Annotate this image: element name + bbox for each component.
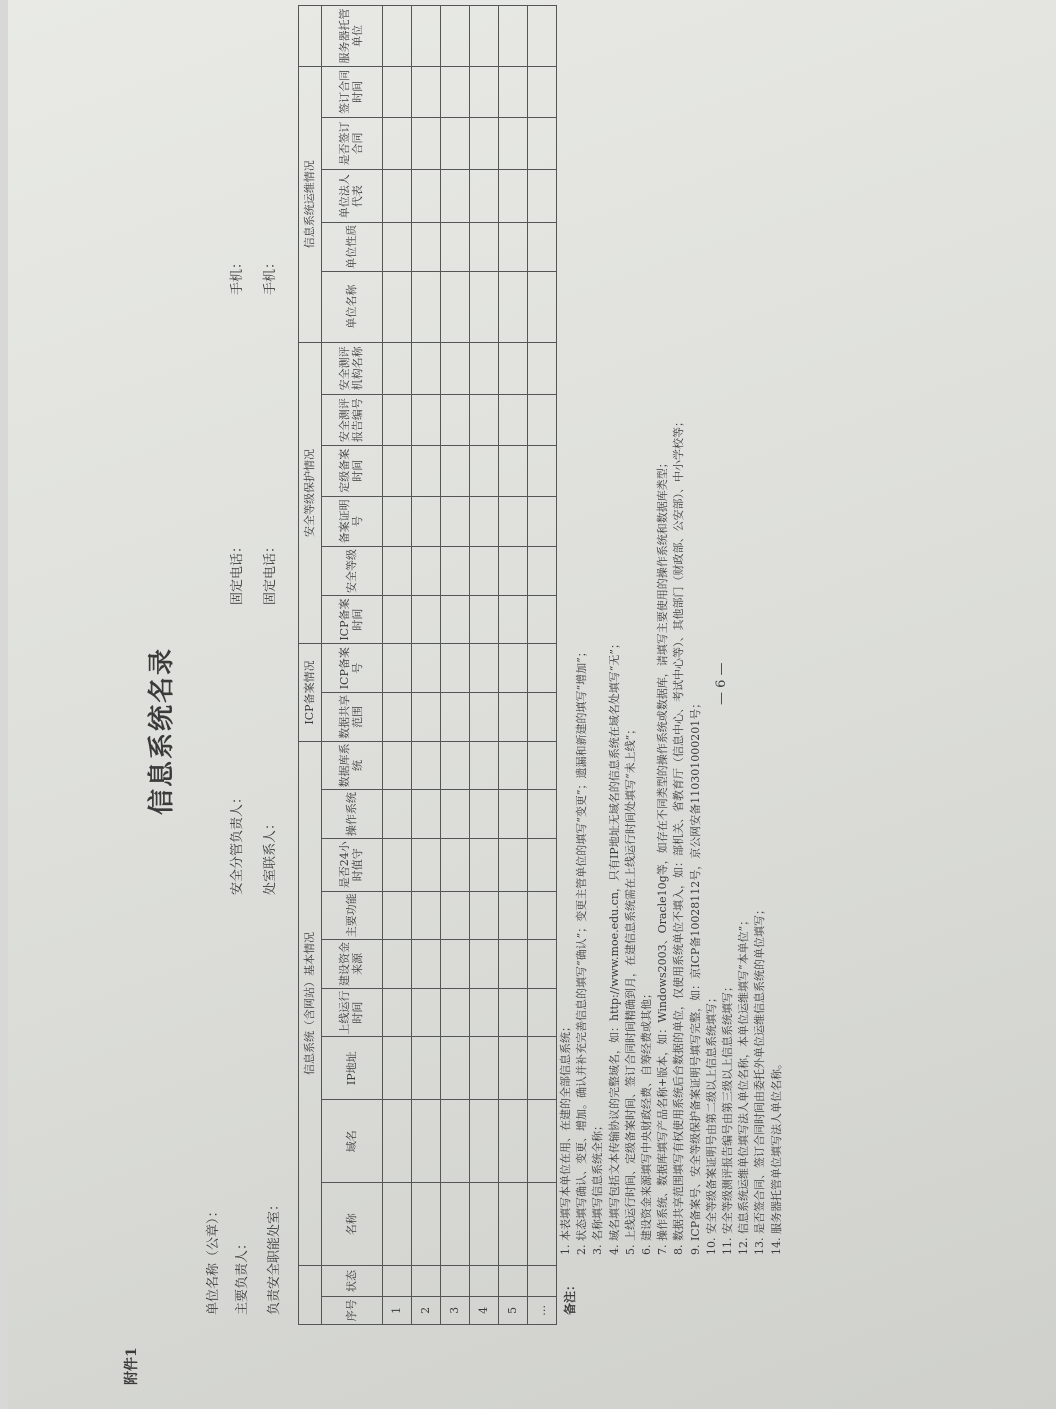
table-cell[interactable]: [412, 117, 441, 170]
table-cell[interactable]: [528, 170, 557, 223]
table-cell[interactable]: [528, 496, 557, 547]
table-cell[interactable]: [528, 988, 557, 1037]
table-cell[interactable]: [412, 644, 441, 693]
table-cell[interactable]: [499, 395, 528, 446]
row-number: 4: [470, 1296, 499, 1324]
group-icp: ICP备案情况: [299, 644, 322, 741]
table-cell[interactable]: [528, 940, 557, 989]
table-cell[interactable]: [470, 595, 499, 644]
table-cell[interactable]: [383, 595, 412, 644]
table-cell[interactable]: [499, 790, 528, 839]
table-row: [383, 6, 412, 1325]
table-cell[interactable]: [470, 693, 499, 742]
table-cell[interactable]: [412, 445, 441, 496]
table-cell[interactable]: [441, 595, 470, 644]
table-cell[interactable]: [499, 1183, 528, 1266]
table-cell[interactable]: [441, 891, 470, 940]
main-head-field: 主要负责人：: [235, 1236, 250, 1315]
table-cell[interactable]: [528, 547, 557, 596]
table-cell[interactable]: [412, 66, 441, 117]
table-cell[interactable]: [528, 644, 557, 693]
table-cell[interactable]: [499, 6, 528, 67]
column-header: ICP备案号: [322, 644, 383, 693]
table-cell[interactable]: [412, 271, 441, 342]
group-header-row: [299, 6, 322, 1325]
table-cell[interactable]: [441, 741, 470, 790]
table-cell[interactable]: [528, 838, 557, 891]
table-cell[interactable]: [441, 1037, 470, 1100]
table-cell[interactable]: [412, 988, 441, 1037]
note-item: 11. 安全等级测评报告编号由第三级以上信息系统填写；: [721, 981, 735, 1255]
column-header: 名称: [322, 1183, 383, 1266]
table-cell[interactable]: [499, 693, 528, 742]
table-cell[interactable]: [383, 940, 412, 989]
table-cell[interactable]: [383, 838, 412, 891]
table-cell[interactable]: [528, 595, 557, 644]
table-cell[interactable]: [470, 891, 499, 940]
table-cell[interactable]: [499, 1037, 528, 1100]
notes-label: 备注：: [563, 1278, 577, 1315]
table-cell[interactable]: [412, 496, 441, 547]
header-empty: [299, 6, 322, 67]
table-cell[interactable]: [441, 838, 470, 891]
column-header: 单位名称: [322, 271, 383, 342]
column-header: 建设资金来源: [322, 940, 383, 989]
note-item: 13. 是否签合同、签订合同时间由委托外单位运维信息系统的单位填写；: [753, 904, 767, 1255]
table-cell[interactable]: [499, 1266, 528, 1296]
table-cell[interactable]: [412, 395, 441, 446]
table-cell[interactable]: [412, 1037, 441, 1100]
table-cell[interactable]: [383, 891, 412, 940]
table-cell[interactable]: [383, 1100, 412, 1183]
column-header: 单位性质: [322, 223, 383, 272]
table-cell[interactable]: [470, 1037, 499, 1100]
note-item: 8. 数据共享范围填写有权使用系统后台数据的单位，仅使用系统单位不填入，如：部机关、省教育厅（信息中心、考试中心等）、其他部门（财政部、公安部）、中小学校等；: [672, 416, 686, 1255]
table-cell[interactable]: [528, 1037, 557, 1100]
header-empty: [299, 1266, 322, 1325]
column-header: IP地址: [322, 1037, 383, 1100]
paper-sheet: [8, 0, 1056, 1409]
fixed-phone-field: 固定电话：: [230, 539, 245, 605]
table-cell[interactable]: [441, 496, 470, 547]
table-cell[interactable]: [470, 223, 499, 272]
table-cell[interactable]: [441, 66, 470, 117]
table-cell[interactable]: [470, 644, 499, 693]
table-cell[interactable]: [383, 223, 412, 272]
table-cell[interactable]: [412, 1100, 441, 1183]
row-number: 3: [441, 1296, 470, 1324]
group-ops: 信息系统运维情况: [299, 66, 322, 342]
table-cell[interactable]: [470, 271, 499, 342]
table-cell[interactable]: [383, 1183, 412, 1266]
table-cell[interactable]: [528, 741, 557, 790]
table-cell[interactable]: [441, 988, 470, 1037]
table-cell[interactable]: [441, 342, 470, 395]
table-cell[interactable]: [528, 342, 557, 395]
group-basic: 信息系统（含网站）基本情况: [299, 741, 322, 1266]
column-header: 主要功能: [322, 891, 383, 940]
table-cell[interactable]: [528, 395, 557, 446]
table-cell[interactable]: [412, 940, 441, 989]
table-cell[interactable]: [412, 891, 441, 940]
table-cell[interactable]: [441, 1266, 470, 1296]
table-cell[interactable]: [383, 342, 412, 395]
mobile-field: 手机：: [230, 255, 245, 295]
column-header-row: [322, 6, 383, 1325]
table-cell[interactable]: [528, 693, 557, 742]
fixed-phone-field-2: 固定电话：: [263, 539, 278, 605]
note-item: 1. 本表填写本单位在用、在建的全部信息系统；: [559, 1021, 572, 1255]
table-cell[interactable]: [470, 6, 499, 67]
note-item: 6. 建设资金来源填写中央财政经费、自筹经费或其他；: [640, 988, 654, 1255]
table-row: [441, 6, 470, 1325]
table-cell[interactable]: [528, 891, 557, 940]
table-cell[interactable]: [499, 891, 528, 940]
column-header: 安全测评机构名称: [322, 342, 383, 395]
table-cell[interactable]: [441, 445, 470, 496]
table-cell[interactable]: [441, 395, 470, 446]
table-cell[interactable]: [412, 595, 441, 644]
table-cell[interactable]: [470, 940, 499, 989]
table-cell[interactable]: [499, 223, 528, 272]
table-cell[interactable]: [412, 170, 441, 223]
table-cell[interactable]: [412, 342, 441, 395]
table-cell[interactable]: [441, 693, 470, 742]
table-cell[interactable]: [383, 170, 412, 223]
table-cell[interactable]: [383, 988, 412, 1037]
table-cell[interactable]: [441, 223, 470, 272]
notes-list: [558, 55, 785, 1255]
table-row: [528, 6, 557, 1325]
rotated-form: [26, 8, 1026, 1395]
table-cell[interactable]: [470, 988, 499, 1037]
table-cell[interactable]: [441, 547, 470, 596]
table-cell[interactable]: [499, 271, 528, 342]
column-header: 单位法人代表: [322, 170, 383, 223]
table-cell[interactable]: [528, 1183, 557, 1266]
table-cell[interactable]: [412, 1266, 441, 1296]
row-number: 2: [412, 1296, 441, 1324]
row-number: 5: [499, 1296, 528, 1324]
table-cell[interactable]: [383, 547, 412, 596]
page-number: — 6 —: [714, 662, 729, 705]
table-cell[interactable]: [441, 644, 470, 693]
table-cell[interactable]: [470, 66, 499, 117]
table-cell[interactable]: [528, 271, 557, 342]
system-table: [298, 5, 557, 1325]
table-cell[interactable]: [470, 790, 499, 839]
table-cell[interactable]: [528, 1266, 557, 1296]
office-contact-field: 处室联系人：: [263, 816, 278, 895]
table-cell[interactable]: [528, 1100, 557, 1183]
group-level: 安全等级保护情况: [299, 342, 322, 644]
note-item: 2. 状态填写确认、变更、增加。确认并补充完善信息的填写“确认”；变更主管单位的填写“变更”；遗漏和新建的填写“增加”；: [575, 646, 589, 1255]
column-header: 是否24小时值守: [322, 838, 383, 891]
table-cell[interactable]: [528, 223, 557, 272]
table-cell[interactable]: [412, 790, 441, 839]
table-cell[interactable]: [383, 395, 412, 446]
unit-name-field: 单位名称（公章）：: [206, 1204, 221, 1315]
table-cell[interactable]: [499, 445, 528, 496]
table-cell[interactable]: [383, 693, 412, 742]
table-cell[interactable]: [383, 1266, 412, 1296]
column-header: ICP备案时间: [322, 595, 383, 644]
office-field: 负责安全职能处室：: [267, 1197, 282, 1315]
table-cell[interactable]: [383, 271, 412, 342]
table-cell[interactable]: [470, 1100, 499, 1183]
table-cell[interactable]: [499, 741, 528, 790]
note-item: 5. 上线运行时间、定级备案时间、签订合同时间精确到月，在建信息系统需在上线运行时间处填写“未上线”；: [623, 723, 637, 1255]
table-cell[interactable]: [441, 271, 470, 342]
row-number: …: [528, 1296, 557, 1324]
table-cell[interactable]: [470, 1266, 499, 1296]
table-cell[interactable]: [412, 741, 441, 790]
table-cell[interactable]: [441, 170, 470, 223]
table-cell[interactable]: [383, 117, 412, 170]
column-header: 签订合同时间: [322, 66, 383, 117]
note-item: 3. 名称填写信息系统全称；: [591, 1120, 605, 1255]
table-cell[interactable]: [499, 342, 528, 395]
table-cell[interactable]: [528, 117, 557, 170]
column-header: 状态: [322, 1266, 383, 1296]
column-header: 数据共享范围: [322, 693, 383, 742]
column-header: 操作系统: [322, 790, 383, 839]
annex-label: 附件1: [124, 1347, 140, 1385]
column-header: 服务器托管单位: [322, 6, 383, 67]
table-cell[interactable]: [383, 445, 412, 496]
table-cell[interactable]: [499, 595, 528, 644]
column-header: 安全等级: [322, 547, 383, 596]
table-cell[interactable]: [528, 6, 557, 67]
table-cell[interactable]: [499, 66, 528, 117]
table-cell[interactable]: [528, 445, 557, 496]
table-cell[interactable]: [441, 117, 470, 170]
table-cell[interactable]: [441, 940, 470, 989]
table-cell[interactable]: [499, 1100, 528, 1183]
table-cell[interactable]: [383, 644, 412, 693]
table-cell[interactable]: [499, 496, 528, 547]
page-title: 信息系统名录: [147, 646, 177, 815]
table-cell[interactable]: [499, 940, 528, 989]
table-cell[interactable]: [470, 547, 499, 596]
table-cell[interactable]: [470, 445, 499, 496]
table-cell[interactable]: [383, 1037, 412, 1100]
table-cell[interactable]: [470, 741, 499, 790]
table-cell[interactable]: [383, 741, 412, 790]
note-item: 12. 信息系统运维单位填写法人单位名称，本单位运维填写“本单位”；: [737, 914, 751, 1255]
table-cell[interactable]: [412, 693, 441, 742]
row-number: 1: [383, 1296, 412, 1324]
column-header: 序号: [322, 1296, 383, 1324]
note-item: 9. ICP备案号、安全等级保护备案证明号填写完整，如：京ICP备10028112号，京公网安备110301000201号；: [688, 697, 702, 1255]
table-cell[interactable]: [499, 838, 528, 891]
column-header: 上线运行时间: [322, 988, 383, 1037]
note-item: 10. 安全等级备案证明号由第二级以上信息系统填写；: [704, 992, 718, 1255]
table-cell[interactable]: [412, 6, 441, 67]
table-cell[interactable]: [412, 1183, 441, 1266]
table-row: [412, 6, 441, 1325]
table-cell[interactable]: [383, 790, 412, 839]
table-cell[interactable]: [383, 66, 412, 117]
table-cell[interactable]: [499, 547, 528, 596]
table-cell[interactable]: [470, 117, 499, 170]
column-header: 定级备案时间: [322, 445, 383, 496]
table-cell[interactable]: [383, 6, 412, 67]
column-header: 备案证明号: [322, 496, 383, 547]
column-header: 域名: [322, 1100, 383, 1183]
table-cell[interactable]: [441, 1100, 470, 1183]
table-cell[interactable]: [470, 838, 499, 891]
table-cell[interactable]: [470, 342, 499, 395]
note-item: 4. 域名填写包括文本传输协议的完整域名，如：http://www.moe.edu.cn，只有IP地址无域名的信息系统在域名处填写“无”；: [607, 638, 621, 1255]
table-row: [470, 6, 499, 1325]
note-item: 14. 服务器托管单位填写法人单位名称。: [769, 1058, 783, 1255]
table-cell[interactable]: [441, 790, 470, 839]
table-cell[interactable]: [470, 395, 499, 446]
table-cell[interactable]: [470, 496, 499, 547]
column-header: 安全测评报告编号: [322, 395, 383, 446]
table-cell[interactable]: [499, 644, 528, 693]
table-cell[interactable]: [441, 1183, 470, 1266]
table-cell[interactable]: [470, 1183, 499, 1266]
column-header: 是否签订合同: [322, 117, 383, 170]
table-cell[interactable]: [499, 170, 528, 223]
note-item: 7. 操作系统、数据库填写产品名称+版本，如：Windows2003、Oracle10g等，如存在不同类型的操作系统或数据库，请填写主要使用的操作系统和数据库类型；: [656, 457, 670, 1255]
table-cell[interactable]: [412, 838, 441, 891]
table-cell[interactable]: [499, 117, 528, 170]
table-cell[interactable]: [441, 6, 470, 67]
table-cell[interactable]: [528, 790, 557, 839]
mobile-field-2: 手机：: [263, 255, 278, 295]
column-header: 数据库系统: [322, 741, 383, 790]
table-cell[interactable]: [412, 223, 441, 272]
security-head-field: 安全分管负责人：: [230, 790, 245, 895]
table-cell[interactable]: [528, 66, 557, 117]
table-cell[interactable]: [412, 547, 441, 596]
table-cell[interactable]: [499, 988, 528, 1037]
table-cell[interactable]: [383, 496, 412, 547]
table-cell[interactable]: [470, 170, 499, 223]
table-row: [499, 6, 528, 1325]
